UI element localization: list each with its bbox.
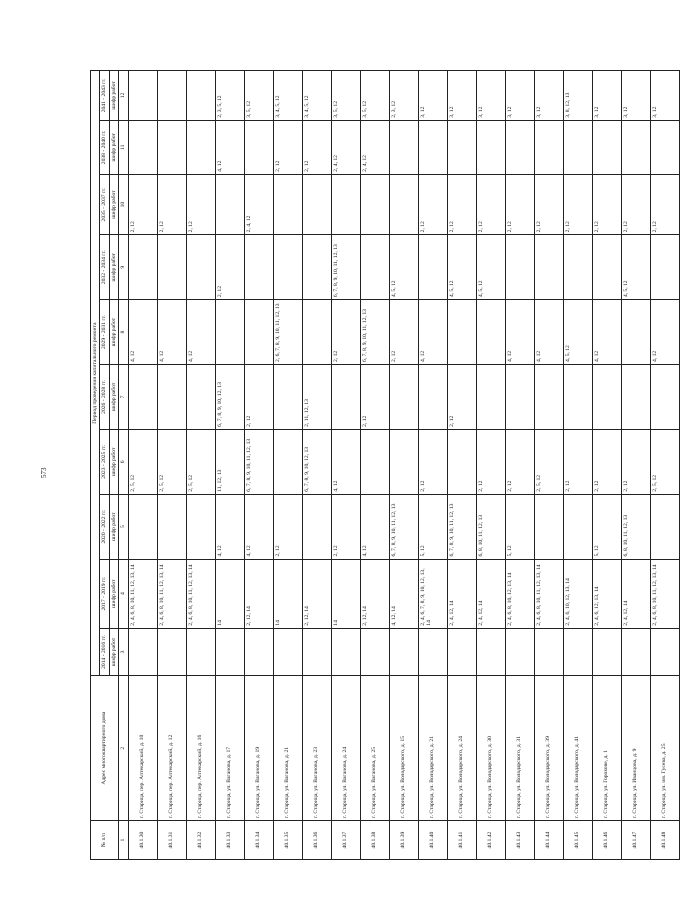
work-cipher-cell: 2, 12 bbox=[563, 429, 592, 494]
work-cipher-cell: 2, 4, 12, 14 bbox=[476, 559, 505, 628]
work-cipher-cell: 2, 12, 14 bbox=[302, 559, 331, 628]
work-cipher-cell bbox=[331, 628, 360, 676]
header-period: 2014 - 2016 гг. bbox=[100, 628, 109, 676]
row-number: 40.1.47 bbox=[621, 821, 650, 860]
header-period: 2032 - 2034 гг. bbox=[100, 235, 109, 300]
work-cipher-cell: 4, 12 bbox=[331, 429, 360, 494]
work-cipher-cell bbox=[186, 235, 215, 300]
work-cipher-cell bbox=[273, 174, 302, 235]
header-period: 2035 - 2037 гг. bbox=[100, 174, 109, 235]
work-cipher-cell bbox=[128, 71, 157, 121]
work-cipher-cell bbox=[592, 628, 621, 676]
header-period: 2041 - 2043 гг. bbox=[100, 71, 109, 121]
work-cipher-cell: 2, 4, 6, 8, 10, 11, 12, 13, 14 bbox=[534, 559, 563, 628]
row-number: 40.1.37 bbox=[331, 821, 360, 860]
work-cipher-cell: 4, 12 bbox=[592, 300, 621, 365]
table-row bbox=[157, 71, 186, 860]
row-number: 40.1.44 bbox=[534, 821, 563, 860]
header-period: 2026 - 2028 гг. bbox=[100, 365, 109, 430]
work-cipher-cell: 2, 3, 12 bbox=[389, 71, 418, 121]
row-address: г. Старица, ул. Володарского, д. 15 bbox=[389, 676, 418, 821]
table-row bbox=[650, 71, 679, 860]
work-cipher-cell: 2, 4, 12, 14 bbox=[621, 559, 650, 628]
table-row bbox=[447, 71, 476, 860]
table-row bbox=[273, 71, 302, 860]
work-cipher-cell bbox=[650, 628, 679, 676]
work-cipher-cell: 2, 4, 6, 8, 10, 11, 12, 13, 14 bbox=[157, 559, 186, 628]
rotated-table-container bbox=[90, 70, 668, 860]
work-cipher-cell bbox=[505, 628, 534, 676]
work-cipher-cell: 2, 12 bbox=[389, 300, 418, 365]
work-cipher-cell bbox=[215, 628, 244, 676]
table-row bbox=[360, 71, 389, 860]
work-cipher-cell bbox=[273, 628, 302, 676]
table-row bbox=[505, 71, 534, 860]
work-cipher-cell: 2, 11, 12, 13 bbox=[302, 365, 331, 430]
work-cipher-cell bbox=[360, 174, 389, 235]
work-cipher-cell: 2, 4, 12, 14 bbox=[447, 559, 476, 628]
work-cipher-cell: 2, 12 bbox=[476, 429, 505, 494]
row-address: г. Старица, ул. Володарского, д. 39 bbox=[534, 676, 563, 821]
table-row bbox=[563, 71, 592, 860]
work-cipher-cell bbox=[244, 120, 273, 174]
work-cipher-cell bbox=[360, 628, 389, 676]
header-cipher: шифр работ bbox=[109, 365, 118, 430]
work-cipher-cell: 2, 12 bbox=[621, 174, 650, 235]
work-cipher-cell: 4, 12 bbox=[534, 300, 563, 365]
table-row bbox=[128, 71, 157, 860]
row-number: 40.1.33 bbox=[215, 821, 244, 860]
work-cipher-cell: 2, 12 bbox=[360, 365, 389, 430]
work-cipher-cell: 5, 12 bbox=[418, 494, 447, 559]
work-cipher-cell: 2, 4, 6, 8, 10, 11, 12, 13, 14 bbox=[650, 559, 679, 628]
work-cipher-cell bbox=[128, 120, 157, 174]
work-cipher-cell: 4, 12 bbox=[360, 494, 389, 559]
work-cipher-cell: 6, 8, 10, 11, 12, 13 bbox=[621, 494, 650, 559]
row-address: г. Старица, ул. Иванцова, д. 9 bbox=[621, 676, 650, 821]
row-address: г. Старица, ул. Ваганова, д. 25 bbox=[360, 676, 389, 821]
work-cipher-cell bbox=[621, 628, 650, 676]
header-cipher: шифр работ bbox=[109, 429, 118, 494]
work-cipher-cell: 4, 12 bbox=[157, 300, 186, 365]
work-cipher-cell: 2, 5, 12 bbox=[534, 429, 563, 494]
column-number: 4 bbox=[119, 559, 128, 628]
work-cipher-cell: 2, 12 bbox=[621, 429, 650, 494]
work-cipher-cell bbox=[215, 174, 244, 235]
work-cipher-cell bbox=[360, 235, 389, 300]
work-cipher-cell: 6, 7, 8, 9, 10, 11, 12, 13 bbox=[389, 494, 418, 559]
row-address: г. Старица, ул. Ваганова, д. 24 bbox=[331, 676, 360, 821]
work-cipher-cell: 2, 12 bbox=[447, 365, 476, 430]
table-row bbox=[389, 71, 418, 860]
work-cipher-cell: 2, 12 bbox=[273, 120, 302, 174]
work-cipher-cell: 3, 5, 12 bbox=[244, 71, 273, 121]
work-cipher-cell bbox=[505, 235, 534, 300]
header-period-title: Период проведения капитального ремонта bbox=[91, 71, 100, 676]
work-cipher-cell bbox=[186, 494, 215, 559]
work-cipher-cell bbox=[389, 174, 418, 235]
work-cipher-cell bbox=[563, 235, 592, 300]
column-number: 2 bbox=[119, 676, 128, 821]
work-cipher-cell: 2, 5, 12 bbox=[650, 429, 679, 494]
work-cipher-cell: 6, 8, 10, 11, 12, 13 bbox=[476, 494, 505, 559]
work-cipher-cell bbox=[592, 365, 621, 430]
work-cipher-cell bbox=[418, 235, 447, 300]
work-cipher-cell: 2, 12 bbox=[563, 174, 592, 235]
work-cipher-cell bbox=[418, 365, 447, 430]
work-cipher-cell: 3, 4, 5, 12 bbox=[273, 71, 302, 121]
row-number: 40.1.34 bbox=[244, 821, 273, 860]
work-cipher-cell bbox=[128, 494, 157, 559]
work-cipher-cell bbox=[418, 120, 447, 174]
header-cipher: шифр работ bbox=[109, 300, 118, 365]
work-cipher-cell: 2, 5, 12 bbox=[157, 429, 186, 494]
row-address: г. Старица, ул. Ваганова, д. 23 bbox=[302, 676, 331, 821]
row-number: 40.1.48 bbox=[650, 821, 679, 860]
work-cipher-cell bbox=[186, 120, 215, 174]
table-row bbox=[186, 71, 215, 860]
page-number: 573 bbox=[40, 467, 48, 478]
table-row bbox=[418, 71, 447, 860]
work-cipher-cell bbox=[157, 628, 186, 676]
work-cipher-cell: 4, 5, 12 bbox=[621, 235, 650, 300]
work-cipher-cell: 3, 12 bbox=[621, 71, 650, 121]
work-cipher-cell bbox=[621, 365, 650, 430]
work-cipher-cell: 2, 12 bbox=[302, 120, 331, 174]
work-cipher-cell: 2, 4, 6, 10, 12, 13, 14 bbox=[563, 559, 592, 628]
work-cipher-cell bbox=[244, 235, 273, 300]
work-cipher-cell bbox=[157, 494, 186, 559]
table-row bbox=[215, 71, 244, 860]
work-cipher-cell: 2, 12 bbox=[447, 174, 476, 235]
work-cipher-cell: 2, 12, 14 bbox=[360, 559, 389, 628]
work-cipher-cell bbox=[186, 628, 215, 676]
row-address: г. Старица, ул. Володарского, д. 24 bbox=[447, 676, 476, 821]
row-number: 40.1.39 bbox=[389, 821, 418, 860]
work-cipher-cell bbox=[621, 120, 650, 174]
work-cipher-cell: 3, 12 bbox=[418, 71, 447, 121]
header-period: 2038 - 2040 гг. bbox=[100, 120, 109, 174]
work-cipher-cell: 2, 12 bbox=[592, 174, 621, 235]
table-row bbox=[331, 71, 360, 860]
table-row bbox=[621, 71, 650, 860]
work-cipher-cell: 14 bbox=[215, 559, 244, 628]
header-cipher: шифр работ bbox=[109, 71, 118, 121]
work-cipher-cell bbox=[563, 365, 592, 430]
column-number: 6 bbox=[119, 429, 128, 494]
row-address: г. Старица, ул. Володарского, д. 31 bbox=[505, 676, 534, 821]
work-cipher-cell bbox=[186, 365, 215, 430]
work-cipher-cell bbox=[563, 120, 592, 174]
work-cipher-cell bbox=[302, 174, 331, 235]
work-cipher-cell: 4, 12 bbox=[244, 494, 273, 559]
work-cipher-cell bbox=[534, 120, 563, 174]
work-cipher-cell: 2, 12 bbox=[418, 174, 447, 235]
work-cipher-cell: 4, 5, 12 bbox=[447, 235, 476, 300]
column-number: 10 bbox=[119, 174, 128, 235]
work-cipher-cell: 3, 5, 12 bbox=[360, 71, 389, 121]
work-cipher-cell: 2, 12 bbox=[128, 174, 157, 235]
header-period: 2029 - 2031 гг. bbox=[100, 300, 109, 365]
work-cipher-cell: 2, 12 bbox=[592, 429, 621, 494]
work-cipher-cell bbox=[128, 235, 157, 300]
row-address: г. Старица, ул. Володарского, д. 41 bbox=[563, 676, 592, 821]
work-cipher-cell: 4, 12 bbox=[215, 120, 244, 174]
row-number: 40.1.35 bbox=[273, 821, 302, 860]
work-cipher-cell bbox=[389, 628, 418, 676]
row-number: 40.1.45 bbox=[563, 821, 592, 860]
work-cipher-cell: 3, 12 bbox=[650, 71, 679, 121]
table-row bbox=[302, 71, 331, 860]
header-no: № п/п bbox=[91, 821, 119, 860]
work-cipher-cell: 2, 12 bbox=[186, 174, 215, 235]
row-number: 40.1.36 bbox=[302, 821, 331, 860]
work-cipher-cell: 4, 5, 12 bbox=[563, 300, 592, 365]
work-cipher-cell bbox=[534, 628, 563, 676]
column-number: 7 bbox=[119, 365, 128, 430]
work-cipher-cell: 2, 5, 12 bbox=[186, 429, 215, 494]
work-cipher-cell: 6, 7, 8, 9, 10, 11, 12, 13 bbox=[447, 494, 476, 559]
work-cipher-cell bbox=[186, 71, 215, 121]
work-cipher-cell bbox=[157, 120, 186, 174]
column-number: 3 bbox=[119, 628, 128, 676]
row-number: 40.1.41 bbox=[447, 821, 476, 860]
work-cipher-cell: 2, 12 bbox=[650, 174, 679, 235]
work-cipher-cell: 4, 12 bbox=[418, 300, 447, 365]
work-cipher-cell bbox=[302, 235, 331, 300]
header-row-1 bbox=[91, 71, 100, 860]
work-cipher-cell bbox=[534, 365, 563, 430]
work-cipher-cell: 3, 4, 5, 12 bbox=[302, 71, 331, 121]
work-cipher-cell bbox=[476, 628, 505, 676]
work-cipher-cell bbox=[650, 494, 679, 559]
work-cipher-cell bbox=[447, 120, 476, 174]
work-cipher-cell bbox=[650, 235, 679, 300]
row-number: 40.1.40 bbox=[418, 821, 447, 860]
work-cipher-cell bbox=[621, 300, 650, 365]
work-cipher-cell bbox=[389, 365, 418, 430]
work-cipher-cell: 6, 7, 8, 9, 10, 11, 12, 13 bbox=[360, 300, 389, 365]
work-cipher-cell bbox=[592, 235, 621, 300]
work-cipher-cell: 3, 5, 12 bbox=[331, 71, 360, 121]
work-cipher-cell: 2, 12, 14 bbox=[244, 559, 273, 628]
column-number: 5 bbox=[119, 494, 128, 559]
header-row-column-numbers bbox=[119, 71, 128, 860]
work-cipher-cell: 2, 12 bbox=[505, 429, 534, 494]
header-cipher: шифр работ bbox=[109, 235, 118, 300]
work-cipher-cell bbox=[157, 365, 186, 430]
work-cipher-cell: 14 bbox=[273, 559, 302, 628]
work-cipher-cell bbox=[273, 429, 302, 494]
work-cipher-cell bbox=[563, 628, 592, 676]
work-cipher-cell: 6, 7, 8, 9, 10, 11, 12, 13 bbox=[244, 429, 273, 494]
work-cipher-cell: 2, 12 bbox=[534, 174, 563, 235]
work-cipher-cell: 11, 12, 13 bbox=[215, 429, 244, 494]
work-cipher-cell: 4, 12, 14 bbox=[389, 559, 418, 628]
work-cipher-cell bbox=[331, 365, 360, 430]
row-address: г. Старица, пер. Аптекарский, д. 16 bbox=[186, 676, 215, 821]
header-cipher: шифр работ bbox=[109, 120, 118, 174]
work-cipher-cell bbox=[476, 120, 505, 174]
work-cipher-cell: 3, 12 bbox=[534, 71, 563, 121]
work-cipher-cell bbox=[534, 494, 563, 559]
work-cipher-cell: 2, 4, 12 bbox=[331, 120, 360, 174]
work-cipher-cell bbox=[447, 628, 476, 676]
row-number: 40.1.38 bbox=[360, 821, 389, 860]
work-cipher-cell bbox=[302, 300, 331, 365]
work-cipher-cell: 2, 4, 6, 8, 10, 11, 12, 13, 14 bbox=[128, 559, 157, 628]
row-address: г. Старица, ул. Горохове, д. 1 bbox=[592, 676, 621, 821]
work-cipher-cell: 2, 3, 5, 12 bbox=[215, 71, 244, 121]
row-address: г. Старица, ул. им. Гусева, д. 25 bbox=[650, 676, 679, 821]
header-period: 2020 - 2022 гг. bbox=[100, 494, 109, 559]
header-period: 2017 - 2019 гг. bbox=[100, 559, 109, 628]
work-cipher-cell: 4, 5, 12 bbox=[476, 235, 505, 300]
work-cipher-cell: 2, 4, 12 bbox=[360, 120, 389, 174]
work-cipher-cell bbox=[215, 300, 244, 365]
table-row bbox=[476, 71, 505, 860]
row-number: 40.1.46 bbox=[592, 821, 621, 860]
header-cipher: шифр работ bbox=[109, 494, 118, 559]
work-cipher-cell bbox=[157, 71, 186, 121]
work-cipher-cell: 4, 12 bbox=[505, 300, 534, 365]
work-cipher-cell: 3, 12 bbox=[447, 71, 476, 121]
work-cipher-cell bbox=[650, 365, 679, 430]
row-address: г. Старица, ул. Володарского, д. 30 bbox=[476, 676, 505, 821]
header-period: 2023 - 2025 гг. bbox=[100, 429, 109, 494]
work-cipher-cell bbox=[302, 628, 331, 676]
row-address: г. Старица, ул. Володарского, д. 21 bbox=[418, 676, 447, 821]
work-cipher-cell bbox=[157, 235, 186, 300]
row-number: 40.1.30 bbox=[128, 821, 157, 860]
work-cipher-cell: 2, 4, 6, 7, 8, 9, 10, 12, 13, 14 bbox=[418, 559, 447, 628]
work-cipher-cell bbox=[273, 235, 302, 300]
work-cipher-cell bbox=[273, 365, 302, 430]
work-cipher-cell bbox=[447, 429, 476, 494]
column-number: 1 bbox=[119, 821, 128, 860]
capital-repair-schedule-table bbox=[90, 70, 680, 860]
work-cipher-cell bbox=[418, 628, 447, 676]
work-cipher-cell: 2, 12 bbox=[331, 494, 360, 559]
row-number: 40.1.42 bbox=[476, 821, 505, 860]
work-cipher-cell bbox=[563, 494, 592, 559]
work-cipher-cell: 3, 12 bbox=[476, 71, 505, 121]
work-cipher-cell bbox=[331, 174, 360, 235]
column-number: 9 bbox=[119, 235, 128, 300]
work-cipher-cell: 6, 7, 8, 9, 10, 12, 13 bbox=[302, 429, 331, 494]
work-cipher-cell bbox=[389, 429, 418, 494]
row-address: г. Старица, ул. Ваганова, д. 21 bbox=[273, 676, 302, 821]
work-cipher-cell: 4, 12 bbox=[650, 300, 679, 365]
header-address: Адрес многоквартирного дома bbox=[91, 676, 119, 821]
work-cipher-cell: 2, 4, 6, 8, 10, 11, 12, 13, 14 bbox=[186, 559, 215, 628]
row-address: г. Старица, пер. Аптекарский, д. 12 bbox=[157, 676, 186, 821]
work-cipher-cell bbox=[592, 120, 621, 174]
work-cipher-cell: 2, 12 bbox=[505, 174, 534, 235]
work-cipher-cell: 2, 4, 12 bbox=[244, 174, 273, 235]
work-cipher-cell bbox=[128, 365, 157, 430]
work-cipher-cell bbox=[447, 300, 476, 365]
row-address: г. Старица, ул. Ваганова, д. 17 bbox=[215, 676, 244, 821]
work-cipher-cell bbox=[244, 300, 273, 365]
work-cipher-cell bbox=[476, 300, 505, 365]
row-number: 40.1.43 bbox=[505, 821, 534, 860]
work-cipher-cell: 3, 8, 12, 13 bbox=[563, 71, 592, 121]
column-number: 8 bbox=[119, 300, 128, 365]
work-cipher-cell: 4, 12 bbox=[128, 300, 157, 365]
column-number: 12 bbox=[119, 71, 128, 121]
table-row bbox=[534, 71, 563, 860]
work-cipher-cell: 2, 5, 12 bbox=[128, 429, 157, 494]
table-row bbox=[592, 71, 621, 860]
work-cipher-cell: 2, 12 bbox=[476, 174, 505, 235]
work-cipher-cell: 3, 12 bbox=[592, 71, 621, 121]
work-cipher-cell: 4, 12 bbox=[215, 494, 244, 559]
header-cipher: шифр работ bbox=[109, 559, 118, 628]
work-cipher-cell: 2, 12 bbox=[244, 365, 273, 430]
work-cipher-cell: 2, 12 bbox=[331, 300, 360, 365]
table-body bbox=[128, 71, 679, 860]
work-cipher-cell bbox=[534, 235, 563, 300]
work-cipher-cell: 2, 4, 6, 12, 13, 14 bbox=[592, 559, 621, 628]
work-cipher-cell: 6, 7, 8, 9, 10, 11, 12, 13 bbox=[331, 235, 360, 300]
work-cipher-cell: 14 bbox=[331, 559, 360, 628]
header-cipher: шифр работ bbox=[109, 174, 118, 235]
row-address: г. Старица, ул. Ваганова, д. 19 bbox=[244, 676, 273, 821]
work-cipher-cell: 2, 4, 6, 8, 10, 12, 13, 14 bbox=[505, 559, 534, 628]
table-row bbox=[244, 71, 273, 860]
work-cipher-cell bbox=[476, 365, 505, 430]
work-cipher-cell bbox=[302, 494, 331, 559]
work-cipher-cell: 2, 12 bbox=[215, 235, 244, 300]
work-cipher-cell bbox=[128, 628, 157, 676]
work-cipher-cell: 6, 7, 8, 9, 10, 12, 13 bbox=[215, 365, 244, 430]
work-cipher-cell bbox=[360, 429, 389, 494]
work-cipher-cell bbox=[650, 120, 679, 174]
work-cipher-cell bbox=[389, 120, 418, 174]
work-cipher-cell: 5, 12 bbox=[505, 494, 534, 559]
row-address: г. Старица, пер. Аптекарский, д. 10 bbox=[128, 676, 157, 821]
header-cipher: шифр работ bbox=[109, 628, 118, 676]
work-cipher-cell: 4, 12 bbox=[186, 300, 215, 365]
work-cipher-cell: 5, 12 bbox=[592, 494, 621, 559]
work-cipher-cell bbox=[505, 365, 534, 430]
work-cipher-cell: 4, 5, 12 bbox=[389, 235, 418, 300]
row-number: 40.1.31 bbox=[157, 821, 186, 860]
work-cipher-cell: 3, 12 bbox=[505, 71, 534, 121]
work-cipher-cell bbox=[244, 628, 273, 676]
work-cipher-cell bbox=[505, 120, 534, 174]
work-cipher-cell: 2, 12 bbox=[157, 174, 186, 235]
column-number: 11 bbox=[119, 120, 128, 174]
work-cipher-cell: 2, 12 bbox=[418, 429, 447, 494]
row-number: 40.1.32 bbox=[186, 821, 215, 860]
work-cipher-cell: 2, 6, 7, 8, 9, 10, 11, 12, 13 bbox=[273, 300, 302, 365]
work-cipher-cell: 2, 12 bbox=[273, 494, 302, 559]
